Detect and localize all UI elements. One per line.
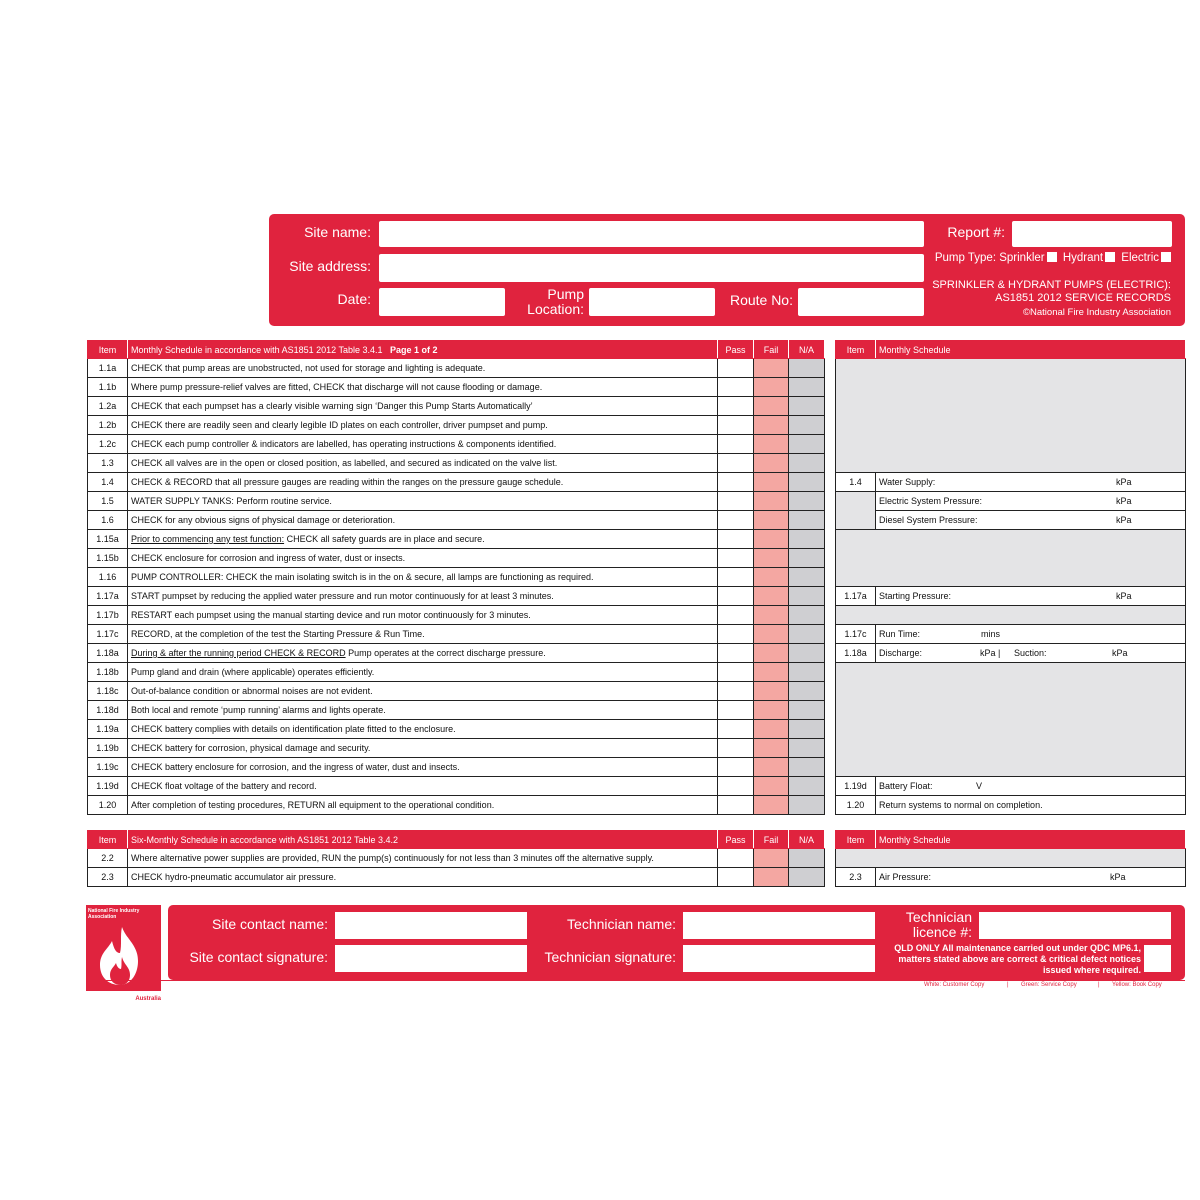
pass-cell[interactable] — [718, 454, 754, 473]
na-cell[interactable] — [789, 606, 825, 625]
item-number: 1.4 — [88, 473, 128, 492]
run-time-label: Run Time: — [879, 629, 921, 639]
fail-cell[interactable] — [754, 796, 789, 815]
pass-cell[interactable] — [718, 416, 754, 435]
item-description: PUMP CONTROLLER: CHECK the main isolating switch is in the on & secure, all lamps are functioning as required. — [128, 568, 718, 587]
fail-cell[interactable] — [754, 435, 789, 454]
fail-cell[interactable] — [754, 530, 789, 549]
signoff-panel — [168, 905, 1185, 980]
pass-cell[interactable] — [718, 511, 754, 530]
fail-cell[interactable] — [754, 568, 789, 587]
na-cell[interactable] — [789, 587, 825, 606]
item-description: Pump gland and drain (where applicable) operates efficiently. — [128, 663, 718, 682]
hydrant-checkbox[interactable] — [1105, 252, 1115, 262]
na-cell[interactable] — [789, 758, 825, 777]
item-number: 1.5 — [88, 492, 128, 511]
yellow-copy-label: Yellow: Book Copy — [1112, 982, 1162, 988]
pass-cell[interactable] — [718, 568, 754, 587]
fail-cell[interactable] — [754, 473, 789, 492]
electric-pressure-field[interactable] — [876, 492, 1186, 511]
item-description: CHECK that each pumpset has a clearly visible warning sign ‘Danger this Pump Starts Automatically’ — [128, 397, 718, 416]
pass-cell[interactable] — [718, 739, 754, 758]
item-number: 1.19c — [88, 758, 128, 777]
pass-cell[interactable] — [718, 758, 754, 777]
copy-separator: | — [1007, 982, 1009, 988]
air-pressure-field[interactable] — [876, 868, 1186, 887]
na-cell[interactable] — [789, 416, 825, 435]
technician-licence-label: Technician licence #: — [905, 909, 972, 940]
item-number: 1.18a — [88, 644, 128, 663]
white-copy-label: White: Customer Copy — [924, 982, 985, 988]
na-cell[interactable] — [789, 777, 825, 796]
na-cell[interactable] — [789, 454, 825, 473]
fail-cell[interactable] — [754, 849, 789, 868]
pass-cell[interactable] — [718, 663, 754, 682]
site-address-label: Site address: — [289, 258, 371, 274]
item-number: 1.4 — [836, 473, 876, 492]
table-row — [88, 568, 825, 587]
col-monthly-schedule: Monthly Schedule — [876, 831, 1186, 849]
fail-cell[interactable] — [754, 511, 789, 530]
record-row-diesel-pressure — [836, 511, 1186, 530]
grey-block — [836, 530, 1186, 587]
item-description: CHECK battery complies with details on identification plate fitted to the enclosure. — [128, 720, 718, 739]
na-cell[interactable] — [789, 492, 825, 511]
item-number: 1.1a — [88, 359, 128, 378]
technician-name-label: Technician name: — [567, 916, 676, 932]
na-cell[interactable] — [789, 868, 825, 887]
pass-cell[interactable] — [718, 701, 754, 720]
copyright-text: ©National Fire Industry Association — [1023, 307, 1171, 318]
six-monthly-checklist-table — [87, 830, 825, 887]
report-no-label: Report #: — [947, 224, 1005, 240]
item-description: CHECK battery enclosure for corrosion, and the ingress of water, dust and insects. — [128, 758, 718, 777]
qld-note: QLD ONLY All maintenance carried out under QDC MP6.1, matters stated above are correct & critical defect notices issued where required. — [894, 943, 1141, 975]
na-cell[interactable] — [789, 397, 825, 416]
pump-type-hydrant: Hydrant — [1062, 252, 1104, 264]
item-description: After completion of testing procedures, RETURN all equipment to the operational condition. — [128, 796, 718, 815]
item-description: RECORD, at the completion of the test the Starting Pressure & Run Time. — [128, 625, 718, 644]
record-row-water-supply — [836, 473, 1186, 492]
item-description: WATER SUPPLY TANKS: Perform routine service. — [128, 492, 718, 511]
table-row — [88, 549, 825, 568]
return-systems-text: Return systems to normal on completion. — [876, 796, 1186, 815]
table-row — [88, 849, 825, 868]
technician-name-field[interactable] — [683, 912, 875, 939]
item-number: 1.18a — [836, 644, 876, 663]
qld-checkbox[interactable] — [1144, 945, 1171, 972]
fail-cell[interactable] — [754, 397, 789, 416]
table-row — [88, 682, 825, 701]
fail-cell[interactable] — [754, 378, 789, 397]
pump-type-label: Pump Type: — [934, 252, 997, 264]
table-row — [88, 739, 825, 758]
pass-cell[interactable] — [718, 359, 754, 378]
table-row — [88, 378, 825, 397]
table-row — [88, 701, 825, 720]
na-cell[interactable] — [789, 511, 825, 530]
col-na: N/A — [789, 341, 825, 359]
electric-checkbox[interactable] — [1161, 252, 1171, 262]
unit-label: kPa — [1110, 872, 1126, 882]
date-field[interactable] — [379, 288, 505, 316]
unit-label: mins — [981, 629, 1001, 639]
na-cell[interactable] — [789, 549, 825, 568]
unit-label: V — [976, 781, 983, 791]
item-number: 1.19d — [88, 777, 128, 796]
table-row — [88, 530, 825, 549]
na-cell[interactable] — [789, 739, 825, 758]
pass-cell[interactable] — [718, 644, 754, 663]
site-contact-name-field[interactable] — [335, 912, 527, 939]
table-row — [88, 511, 825, 530]
na-cell[interactable] — [789, 663, 825, 682]
underlined-prefix: Prior to commencing any test function: — [131, 534, 285, 544]
pass-cell[interactable] — [718, 378, 754, 397]
water-supply-field[interactable] — [876, 473, 1186, 492]
table-row — [88, 777, 825, 796]
item-description: CHECK there are readily seen and clearly legible ID plates on each controller, driver pumpset and pump. — [128, 416, 718, 435]
pass-cell[interactable] — [718, 682, 754, 701]
item-number: 1.15b — [88, 549, 128, 568]
table-row — [88, 663, 825, 682]
description-rest: CHECK all safety guards are in place and secure. — [284, 534, 485, 544]
col-item: Item — [836, 831, 876, 849]
item-number: 2.3 — [88, 868, 128, 887]
item-number: 1.16 — [88, 568, 128, 587]
item-number: 1.3 — [88, 454, 128, 473]
item-number: 1.18d — [88, 701, 128, 720]
discharge-label: Discharge: — [879, 648, 923, 658]
fail-cell[interactable] — [754, 758, 789, 777]
site-contact-name-label: Site contact name: — [212, 916, 328, 932]
fail-cell[interactable] — [754, 416, 789, 435]
fail-cell[interactable] — [754, 606, 789, 625]
item-description: CHECK & RECORD that all pressure gauges are reading within the ranges on the pressure gauge schedule. — [128, 473, 718, 492]
pass-cell[interactable] — [718, 849, 754, 868]
col-description — [128, 341, 718, 359]
discharge-field[interactable] — [876, 644, 1186, 663]
technician-licence-field[interactable] — [979, 912, 1171, 939]
table-row — [88, 720, 825, 739]
col-description: Six-Monthly Schedule in accordance with AS1851 2012 Table 3.4.2 — [128, 831, 718, 849]
starting-pressure-field[interactable] — [876, 587, 1186, 606]
na-cell[interactable] — [789, 530, 825, 549]
item-description: CHECK battery for corrosion, physical damage and security. — [128, 739, 718, 758]
na-cell[interactable] — [789, 568, 825, 587]
table-row — [88, 796, 825, 815]
item-description — [128, 644, 718, 663]
unit-label: kPa — [1116, 591, 1132, 601]
na-cell[interactable] — [789, 796, 825, 815]
col-item: Item — [88, 831, 128, 849]
na-cell[interactable] — [789, 435, 825, 454]
table-row — [88, 868, 825, 887]
water-supply-label: Water Supply: — [879, 477, 936, 487]
fail-cell[interactable] — [754, 587, 789, 606]
unit-label: kPa — [1116, 496, 1132, 506]
pass-cell[interactable] — [718, 587, 754, 606]
site-contact-signature-label: Site contact signature: — [189, 949, 328, 965]
record-row-return — [836, 796, 1186, 815]
item-number: 1.1b — [88, 378, 128, 397]
page-indicator: Page 1 of 2 — [390, 344, 438, 355]
site-contact-signature-field[interactable] — [335, 945, 527, 972]
item-description: CHECK that pump areas are unobstructed, not used for storage and lighting is adequate. — [128, 359, 718, 378]
pass-cell[interactable] — [718, 549, 754, 568]
item-number: 1.19b — [88, 739, 128, 758]
item-description: Where pump pressure-relief valves are fitted, CHECK that discharge will not cause flooding or damage. — [128, 378, 718, 397]
col-fail: Fail — [754, 341, 789, 359]
record-row-run-time — [836, 625, 1186, 644]
item-number: 1.17b — [88, 606, 128, 625]
table-row — [88, 416, 825, 435]
na-cell[interactable] — [789, 682, 825, 701]
description-rest: Pump operates at the correct discharge pressure. — [345, 648, 546, 658]
fail-cell[interactable] — [754, 720, 789, 739]
fail-cell[interactable] — [754, 454, 789, 473]
col-fail: Fail — [754, 831, 789, 849]
pass-cell[interactable] — [718, 435, 754, 454]
item-description: RESTART each pumpset using the manual starting device and run motor continuously for 3 minutes. — [128, 606, 718, 625]
table-row — [88, 492, 825, 511]
pass-cell[interactable] — [718, 606, 754, 625]
record-row-starting-pressure — [836, 587, 1186, 606]
item-number: 1.15a — [88, 530, 128, 549]
fail-cell[interactable] — [754, 644, 789, 663]
six-monthly-header-row — [88, 831, 825, 849]
monthly-header-row — [88, 341, 825, 359]
table-row — [88, 473, 825, 492]
item-number: 1.19a — [88, 720, 128, 739]
run-time-field[interactable] — [876, 625, 1186, 644]
item-number: 2.2 — [88, 849, 128, 868]
record-row-electric-pressure — [836, 492, 1186, 511]
grey-block — [836, 606, 1186, 625]
table-row — [88, 625, 825, 644]
table-row — [88, 435, 825, 454]
col-item: Item — [836, 341, 876, 359]
sprinkler-checkbox[interactable] — [1047, 252, 1057, 262]
pump-location-label: Pump Location: — [527, 286, 584, 317]
item-number: 1.18c — [88, 682, 128, 701]
item-description: START pumpset by reducing the applied water pressure and run motor continuously for at least 3 minutes. — [128, 587, 718, 606]
pass-cell[interactable] — [718, 473, 754, 492]
na-cell[interactable] — [789, 644, 825, 663]
item-number: 1.17a — [88, 587, 128, 606]
fail-cell[interactable] — [754, 549, 789, 568]
site-address-field[interactable] — [379, 254, 924, 282]
item-number: 1.17c — [88, 625, 128, 644]
item-number: 1.17c — [836, 625, 876, 644]
na-cell[interactable] — [789, 701, 825, 720]
electric-pressure-label: Electric System Pressure: — [879, 496, 983, 506]
na-cell[interactable] — [789, 473, 825, 492]
fail-cell[interactable] — [754, 777, 789, 796]
form-title-line2: AS1851 2012 SERVICE RECORDS — [995, 292, 1171, 304]
pass-cell[interactable] — [718, 796, 754, 815]
table-row — [88, 644, 825, 663]
pass-cell[interactable] — [718, 720, 754, 739]
battery-float-label: Battery Float: — [879, 781, 933, 791]
item-number: 1.6 — [88, 511, 128, 530]
item-description: CHECK each pump controller & indicators are labelled, has operating instructions & components identified. — [128, 435, 718, 454]
na-cell[interactable] — [789, 378, 825, 397]
form-title-line1: SPRINKLER & HYDRANT PUMPS (ELECTRIC): — [932, 279, 1171, 291]
table-row — [88, 758, 825, 777]
technician-signature-field[interactable] — [683, 945, 875, 972]
table-row — [88, 606, 825, 625]
fail-cell[interactable] — [754, 359, 789, 378]
technician-signature-label: Technician signature: — [544, 949, 676, 965]
fail-cell[interactable] — [754, 868, 789, 887]
item-description: CHECK all valves are in the open or closed position, as labelled, and secured as indicated on the valve list. — [128, 454, 718, 473]
green-copy-label: Green: Service Copy — [1021, 982, 1077, 988]
item-number: 1.19d — [836, 777, 876, 796]
item-description: CHECK enclosure for corrosion and ingress of water, dust or insects. — [128, 549, 718, 568]
pump-type-electric: Electric — [1121, 252, 1159, 264]
col-na: N/A — [789, 831, 825, 849]
item-number: 1.17a — [836, 587, 876, 606]
fail-cell[interactable] — [754, 625, 789, 644]
col-pass: Pass — [718, 831, 754, 849]
starting-pressure-label: Starting Pressure: — [879, 591, 952, 601]
na-cell[interactable] — [789, 720, 825, 739]
pass-cell[interactable] — [718, 397, 754, 416]
item-number: 1.18b — [88, 663, 128, 682]
item-number: 1.20 — [88, 796, 128, 815]
pump-type-sprinkler: Sprinkler — [999, 252, 1045, 264]
na-cell[interactable] — [789, 359, 825, 378]
grey-block — [836, 359, 1186, 473]
air-pressure-label: Air Pressure: — [879, 872, 932, 882]
logo-org-name: National Fire Industry Association — [88, 908, 140, 920]
diesel-pressure-label: Diesel System Pressure: — [879, 515, 978, 525]
six-monthly-record-table — [835, 830, 1186, 887]
date-label: Date: — [337, 291, 371, 307]
record-header-row — [836, 831, 1186, 849]
unit-label: kPa — [1116, 515, 1132, 525]
pass-cell[interactable] — [718, 492, 754, 511]
record-row-battery-float — [836, 777, 1186, 796]
table-row — [88, 397, 825, 416]
battery-float-field[interactable] — [876, 777, 1186, 796]
pass-cell[interactable] — [718, 868, 754, 887]
col-pass: Pass — [718, 341, 754, 359]
monthly-record-table — [835, 340, 1186, 815]
logo-country: Australia — [135, 996, 161, 1002]
item-description: CHECK float voltage of the battery and record. — [128, 777, 718, 796]
unit-label: kPa | — [980, 648, 1001, 658]
nfia-logo — [86, 905, 161, 1002]
pass-cell[interactable] — [718, 625, 754, 644]
item-description: Both local and remote ‘pump running’ alarms and lights operate. — [128, 701, 718, 720]
record-row-discharge — [836, 644, 1186, 663]
unit-label: kPa — [1112, 648, 1128, 658]
pass-cell[interactable] — [718, 777, 754, 796]
record-header-row — [836, 341, 1186, 359]
item-description: CHECK for any obvious signs of physical damage or deterioration. — [128, 511, 718, 530]
route-no-label: Route No: — [729, 292, 793, 308]
pass-cell[interactable] — [718, 530, 754, 549]
grey-block — [836, 849, 1186, 868]
na-cell[interactable] — [789, 625, 825, 644]
diesel-pressure-field[interactable] — [876, 511, 1186, 530]
monthly-schedule-title: Monthly Schedule in accordance with AS1851 2012 Table 3.4.1 — [131, 344, 383, 355]
item-number: 1.20 — [836, 796, 876, 815]
suction-label: Suction: — [1014, 648, 1047, 658]
table-row — [88, 587, 825, 606]
grey-block — [836, 663, 1186, 777]
fail-cell[interactable] — [754, 739, 789, 758]
underlined-prefix: During & after the running period CHECK & RECORD — [131, 648, 346, 658]
copy-separator: | — [1098, 982, 1100, 988]
item-number: 1.2c — [88, 435, 128, 454]
monthly-checklist-table — [87, 340, 825, 815]
item-description: Out-of-balance condition or abnormal noises are not evident. — [128, 682, 718, 701]
table-row — [88, 454, 825, 473]
na-cell[interactable] — [789, 849, 825, 868]
col-monthly-schedule: Monthly Schedule — [876, 341, 1186, 359]
fail-cell[interactable] — [754, 701, 789, 720]
item-number: 1.2b — [88, 416, 128, 435]
item-description — [128, 530, 718, 549]
col-item: Item — [88, 341, 128, 359]
pump-type-row — [869, 252, 1174, 265]
unit-label: kPa — [1116, 477, 1132, 487]
fail-cell[interactable] — [754, 663, 789, 682]
fail-cell[interactable] — [754, 492, 789, 511]
record-row-air-pressure — [836, 868, 1186, 887]
item-description: Where alternative power supplies are provided, RUN the pump(s) continuously for not less than 3 minutes off the alternative supply. — [128, 849, 718, 868]
pump-location-field[interactable] — [589, 288, 715, 316]
report-no-field[interactable] — [1012, 221, 1172, 247]
fail-cell[interactable] — [754, 682, 789, 701]
copy-distribution-rule — [86, 980, 1185, 981]
table-row — [88, 359, 825, 378]
item-number: 1.2a — [88, 397, 128, 416]
site-name-label: Site name: — [304, 224, 371, 240]
header-panel — [269, 214, 1185, 326]
site-name-field[interactable] — [379, 221, 924, 247]
item-number: 2.3 — [836, 868, 876, 887]
item-description: CHECK hydro-pneumatic accumulator air pressure. — [128, 868, 718, 887]
